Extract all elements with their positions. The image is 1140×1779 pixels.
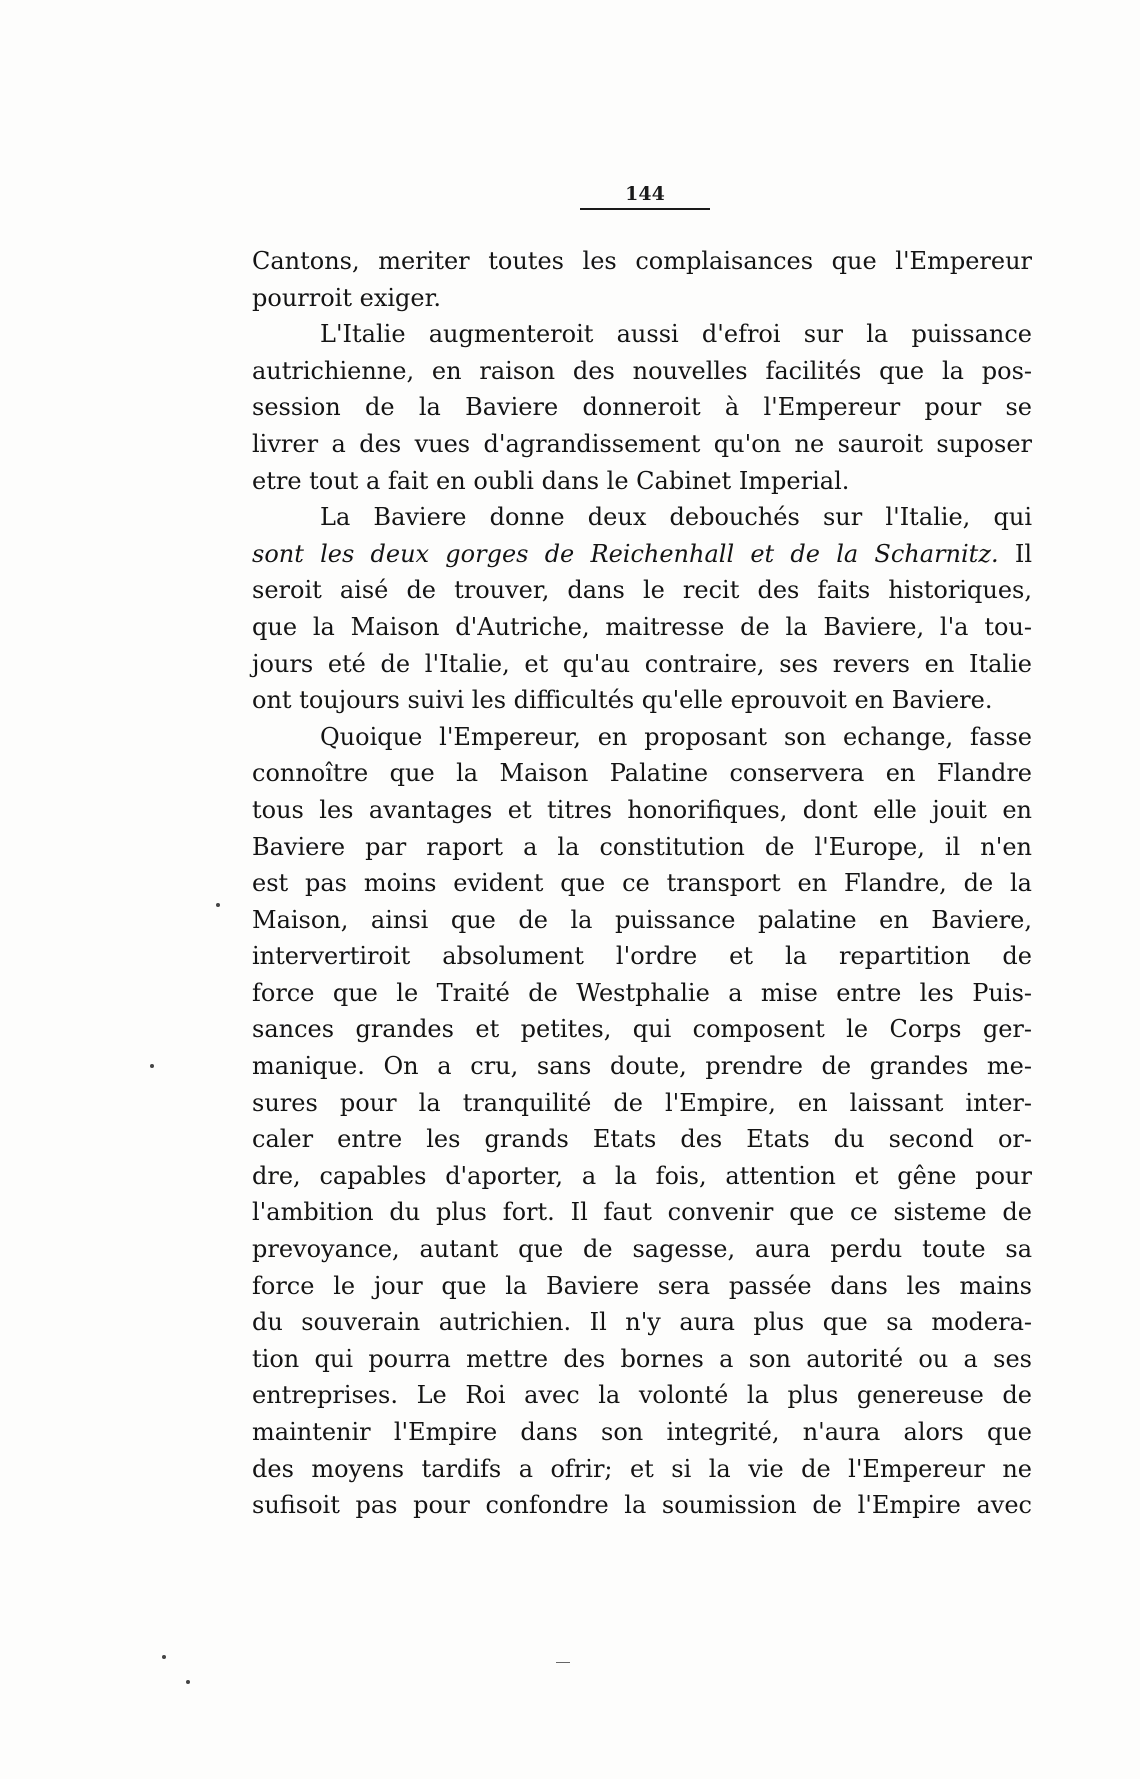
text-line: seroit aisé de trouver, dans le recit des faits historiques, — [252, 576, 1032, 605]
text-line: dre, capables d'aporter, a la fois, attention et gêne pour — [252, 1161, 1032, 1190]
page-number: 144 — [625, 183, 665, 205]
text-line: jours eté de l'Italie, et qu'au contraire, ses revers en Italie — [252, 649, 1032, 678]
body-text — [252, 243, 1032, 1524]
text-line: etre tout a fait en oubli dans le Cabinet Imperial. — [252, 466, 850, 495]
text-line: entreprises. Le Roi avec la volonté la plus genereuse de — [252, 1381, 1032, 1410]
text-line: Cantons, meriter toutes les complaisances que l'Empereur — [252, 247, 1032, 275]
text-line: tion qui pourra mettre des bornes a son autorité ou a ses — [252, 1344, 1032, 1373]
text-line: caler entre les grands Etats des Etats du second or- — [252, 1125, 1032, 1154]
text-line: prevoyance, autant que de sagesse, aura perdu toute sa — [252, 1235, 1032, 1264]
text-line: du souverain autrichien. Il n'y aura plus que sa modera- — [252, 1308, 1032, 1337]
text-line: connoître que la Maison Palatine conservera en Flandre — [252, 759, 1032, 788]
text-line: intervertiroit absolument l'ordre et la repartition de — [252, 942, 1032, 971]
text-line: La Baviere donne deux debouchés sur l'Italie, qui — [320, 503, 1032, 532]
scan-speck — [150, 1064, 154, 1068]
text-line: maintenir l'Empire dans son integrité, n'aura alors que — [252, 1418, 1032, 1446]
text-line: Baviere par raport a la constitution de l'Europe, il n'en — [252, 832, 1032, 861]
page-number-rule — [580, 208, 710, 210]
text-line: Maison, ainsi que de la puissance palatine en Baviere, — [252, 905, 1032, 934]
text-line: pourroit exiger. — [252, 283, 442, 312]
text-line: force le jour que la Baviere sera passée dans les mains — [252, 1271, 1032, 1300]
scan-speck — [216, 903, 220, 907]
text-line: manique. On a cru, sans doute, prendre de grandes me- — [252, 1052, 1032, 1081]
italic-phrase: sont les deux gorges de Reichenhall et de la Scharnitz. — [252, 539, 999, 568]
text-run: Il — [998, 539, 1032, 568]
text-line: des moyens tardifs a ofrir; et si la vie de l'Empereur ne — [252, 1454, 1032, 1483]
text-line: ont toujours suivi les difficultés qu'elle eprouvoit en Baviere. — [252, 686, 993, 715]
text-line: que la Maison d'Autriche, maitresse de la Baviere, l'a tou- — [252, 612, 1032, 641]
text-line: sures pour la tranquilité de l'Empire, en laissant inter- — [252, 1088, 1032, 1117]
text-line: sances grandes et petites, qui composent le Corps ger- — [252, 1015, 1032, 1044]
text-line: autrichienne, en raison des nouvelles facilités que la pos- — [252, 356, 1032, 385]
text-line: session de la Baviere donneroit à l'Empereur pour se — [252, 393, 1032, 422]
text-line: l'ambition du plus fort. Il faut convenir que ce sisteme de — [252, 1198, 1032, 1227]
text-line: force que le Traité de Westphalie a mise entre les Puis- — [252, 978, 1032, 1007]
scan-speck — [186, 1680, 190, 1684]
scan-speck — [162, 1655, 166, 1659]
scan-mark — [556, 1662, 570, 1663]
text-line: livrer a des vues d'agrandissement qu'on ne sauroit suposer — [252, 429, 1032, 458]
text-line: est pas moins evident que ce transport en Flandre, de la — [252, 869, 1032, 898]
text-line: tous les avantages et titres honorifiques, dont elle jouit en — [252, 795, 1032, 824]
text-line: sufisoit pas pour confondre la soumission de l'Empire avec — [252, 1491, 1032, 1520]
text-line: L'Italie augmenteroit aussi d'efroi sur la puissance — [320, 320, 1032, 349]
text-line — [252, 536, 1032, 573]
text-line: Quoique l'Empereur, en proposant son echange, fasse — [320, 722, 1032, 751]
